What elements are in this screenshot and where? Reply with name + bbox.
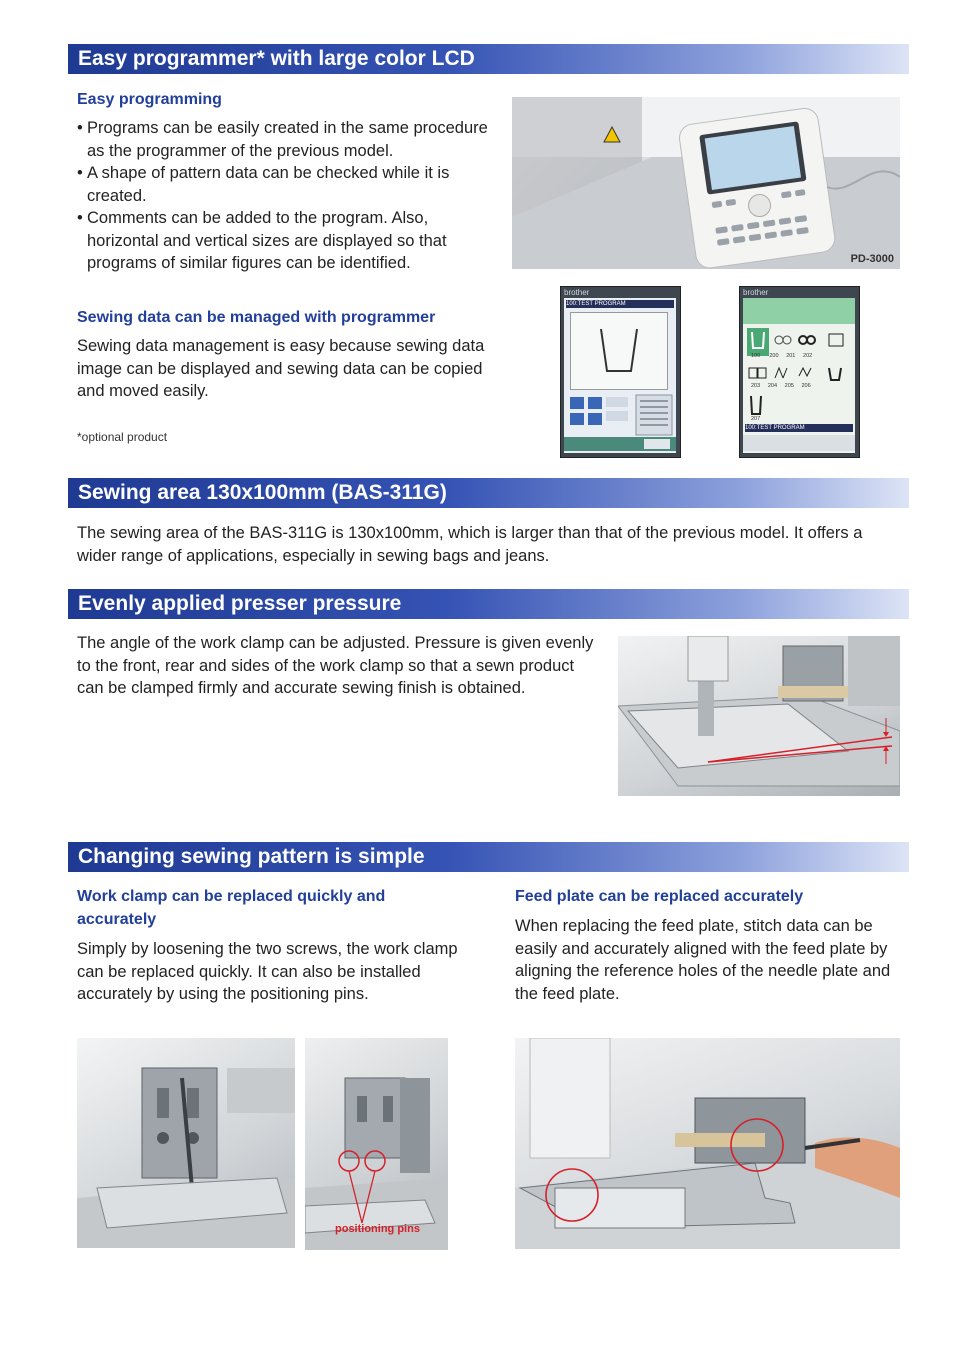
feed-plate-text: When replacing the feed plate, stitch data can be easily and accurately aligned with the feed plate by aligning the reference holes of the needle plate and the feed plate. (515, 917, 891, 1003)
section-banner-presser-pressure: Evenly applied presser pressure (68, 589, 909, 619)
positioning-pins-illustration (305, 1038, 448, 1250)
pattern-preview (570, 312, 668, 390)
bullet-item: • Programs can be easily created in the same procedure as the programmer of the previous model. (77, 117, 502, 162)
section-banner-changing-pattern: Changing sewing pattern is simple (68, 842, 909, 872)
pattern-number: 205 (784, 383, 794, 389)
pattern-number: 207 (751, 416, 761, 422)
feed-plate-photo (515, 1038, 900, 1249)
screen-brand-label: brother (743, 288, 769, 297)
screen-controls (564, 393, 676, 453)
screen-program-label: 100:TEST PROGRAM (745, 424, 853, 432)
optional-note: *optional product (77, 430, 168, 444)
pattern-thumbnails (743, 328, 855, 428)
subheading-work-clamp: Work clamp can be replaced quickly and accurately (77, 888, 386, 928)
pattern-number: 200 (769, 353, 779, 359)
section-banner-programmer: Easy programmer* with large color LCD (68, 44, 909, 74)
programmer-illustration (512, 97, 900, 269)
pattern-number: 201 (786, 353, 796, 359)
screen-footer-bar (743, 435, 855, 451)
screen-program-label: 100:TEST PROGRAM (566, 300, 674, 308)
clamp-closeup-photo (77, 1038, 295, 1248)
pattern-number-row (751, 353, 851, 359)
clamp-closeup-illustration (77, 1038, 295, 1248)
pattern-number: 204 (767, 383, 778, 389)
screen-brand-label: brother (564, 288, 590, 297)
work-clamp-text: Simply by loosening the two screws, the work clamp can be replaced quickly. It can also be installed accurately by using the positioning pins. (77, 940, 458, 1003)
feature-bullet-list (77, 117, 502, 275)
screen-display (564, 298, 676, 453)
pattern-number: 203 (751, 383, 761, 389)
subheading-feed-plate: Feed plate can be replaced accurately (515, 888, 804, 905)
section-banner-sewing-area: Sewing area 130x100mm (BAS-311G) (68, 478, 909, 508)
pattern-number-row (751, 383, 851, 389)
programmer-photo (512, 97, 900, 269)
presser-pressure-text: The angle of the work clamp can be adjusted. Pressure is given evenly to the front, rear and sides of the work clamp so that a sewn product can be clamped firmly and accurate sewing finish is obtained. (77, 634, 594, 697)
subheading-sewing-data: Sewing data can be managed with programmer (77, 309, 436, 326)
pattern-number: 100 (751, 353, 761, 359)
sewing-area-text: The sewing area of the BAS-311G is 130x100mm, which is larger than that of the previous model. It offers a wider range of applications, especially in sewing bags and jeans. (77, 524, 863, 565)
pattern-shape-icon (571, 313, 667, 389)
bullet-item: • Comments can be added to the program. Also, horizontal and vertical sizes are displayed so that programs of similar figures can be identified. (77, 207, 502, 275)
screen-display (743, 298, 855, 453)
pattern-number: 206 (801, 383, 811, 389)
bullet-item: • A shape of pattern data can be checked while it is created. (77, 162, 502, 207)
lcd-screen-program (560, 286, 681, 458)
feed-plate-illustration (515, 1038, 900, 1249)
lcd-screen-pattern-list (739, 286, 860, 458)
work-clamp-photo (618, 636, 900, 796)
sewing-data-text: Sewing data management is easy because sewing data image can be displayed and sewing data can be copied and moved easily. (77, 337, 485, 400)
positioning-pins-photo (305, 1038, 448, 1250)
programmer-caption: PD-3000 (850, 253, 894, 265)
subheading-easy-programming: Easy programming (77, 91, 222, 108)
pattern-number: 202 (803, 353, 813, 359)
screen-header-bar (743, 298, 855, 324)
work-clamp-illustration (618, 636, 900, 796)
positioning-pins-label: positioning pins (335, 1223, 420, 1235)
